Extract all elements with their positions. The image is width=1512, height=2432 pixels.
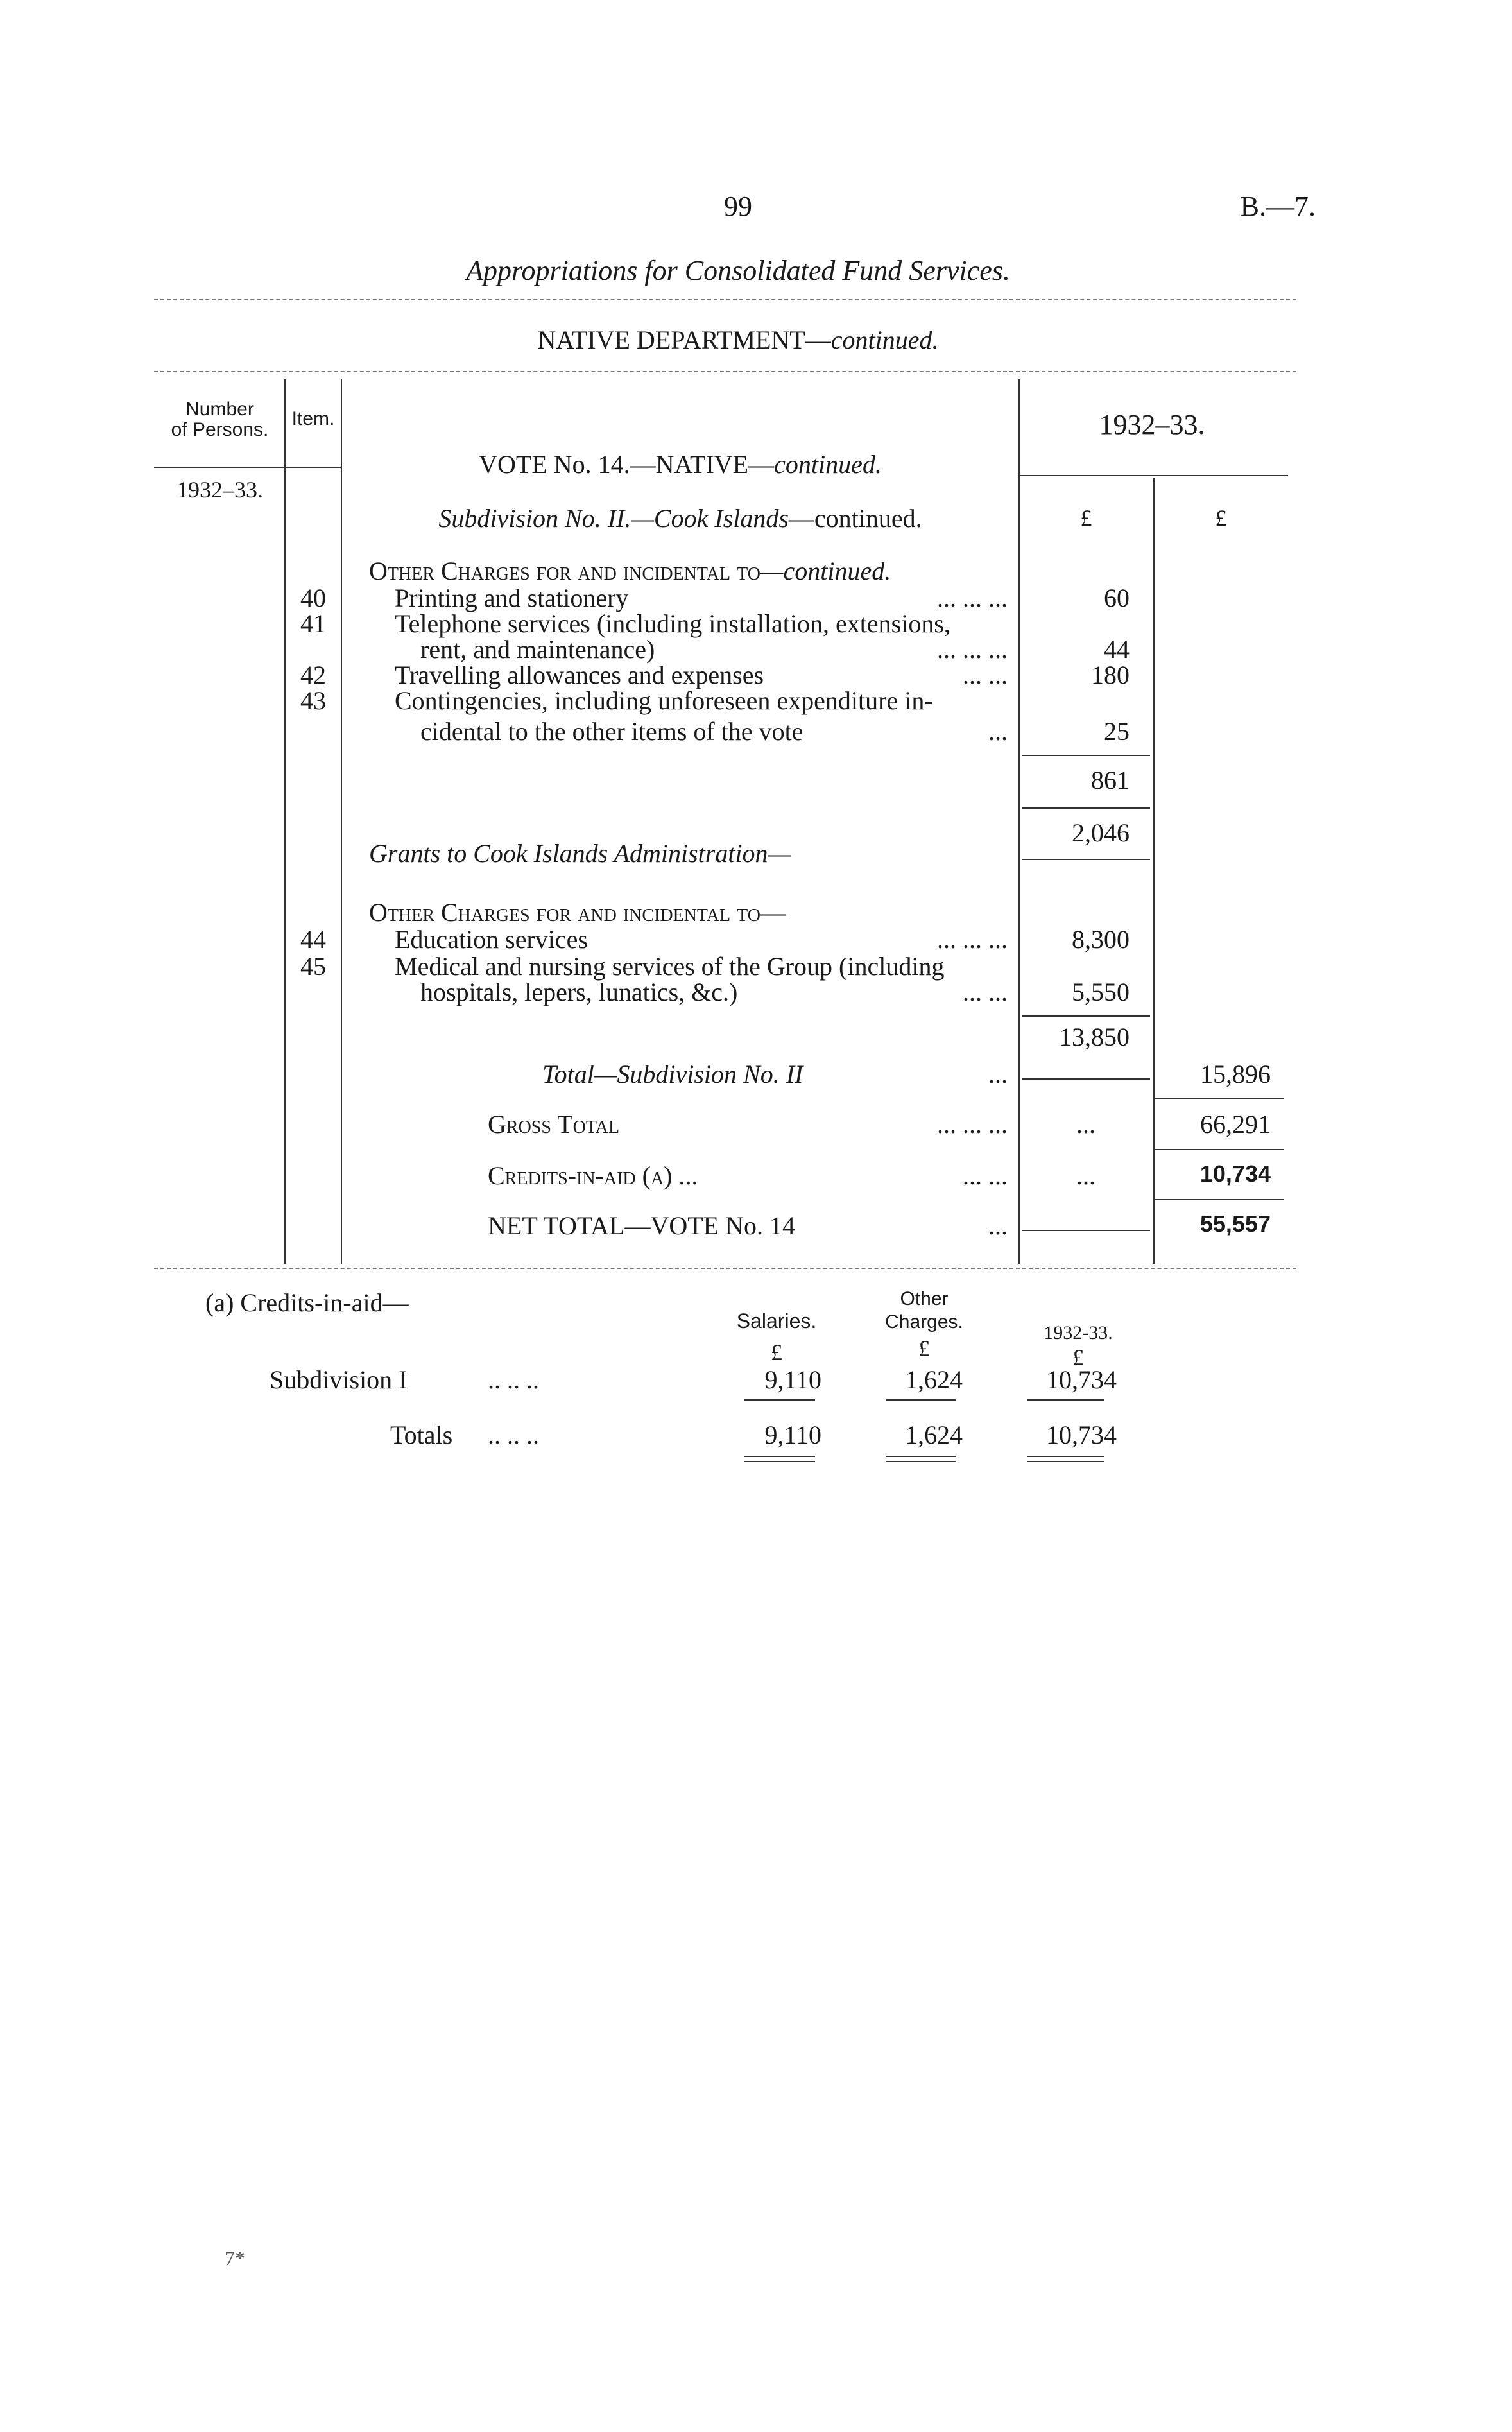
total-rule bbox=[1022, 1230, 1150, 1231]
section-subtotal: 861 bbox=[1091, 766, 1130, 795]
total-subdivision-value: 15,896 bbox=[1200, 1060, 1271, 1089]
year-header: 1932-33. bbox=[1044, 1322, 1113, 1343]
leader-dots: ... bbox=[1076, 1161, 1095, 1190]
total-subdivision-label: Total—Subdivision No. II bbox=[542, 1060, 803, 1089]
year-column-label: 1932–33. bbox=[176, 477, 263, 503]
subtotal-rule bbox=[1022, 1015, 1150, 1017]
item-amount: 60 bbox=[1104, 583, 1130, 612]
table-bottom-rule bbox=[154, 1268, 1296, 1269]
double-rule bbox=[1027, 1456, 1104, 1462]
footnote-row-label: Subdivision I bbox=[270, 1365, 408, 1394]
section-subtotal: 13,850 bbox=[1059, 1022, 1130, 1051]
subdivision-heading: Subdivision No. II.—Cook Islands—continued. bbox=[438, 504, 922, 533]
item-description-continued: rent, and maintenance) bbox=[420, 635, 655, 664]
item-description: Travelling allowances and expenses bbox=[395, 660, 764, 689]
double-rule bbox=[886, 1456, 956, 1462]
item-description: Telephone services (including installation, extensions, bbox=[395, 609, 950, 638]
total-rule bbox=[1155, 1199, 1284, 1200]
footnote-rule bbox=[744, 1399, 815, 1401]
item-description-continued: hospitals, lepers, lunatics, &c.) bbox=[420, 978, 738, 1006]
gross-total-value: 66,291 bbox=[1200, 1110, 1271, 1139]
department-heading: NATIVE DEPARTMENT—continued. bbox=[537, 325, 939, 354]
item-number: 44 bbox=[300, 925, 326, 954]
leader-dots: ... ... bbox=[963, 1161, 1008, 1190]
total-rule bbox=[1022, 1078, 1150, 1080]
net-total-value: 55,557 bbox=[1199, 1211, 1271, 1237]
salaries-total: 9,110 bbox=[764, 1420, 821, 1449]
leader-dots: ... ... ... bbox=[937, 635, 1008, 664]
description-amount-divider bbox=[1018, 379, 1020, 1264]
item-header: Item. bbox=[291, 408, 335, 429]
page-number: 99 bbox=[724, 191, 752, 222]
other-charges-total: 1,624 bbox=[905, 1420, 963, 1449]
pound-sign: £ bbox=[1072, 1345, 1084, 1370]
other-charges-header: Other Charges. bbox=[885, 1288, 963, 1332]
item-number: 45 bbox=[300, 952, 326, 981]
leader-dots: ... bbox=[988, 717, 1008, 746]
year-total-value: 10,734 bbox=[1046, 1365, 1117, 1394]
head-rule-left bbox=[154, 467, 341, 468]
year-heading: 1932–33. bbox=[1099, 409, 1205, 440]
total-rule bbox=[1155, 1149, 1284, 1150]
pound-sign-amount: £ bbox=[1080, 505, 1092, 531]
footnote-row-label: Totals bbox=[390, 1420, 453, 1449]
salaries-header: Salaries. bbox=[736, 1309, 817, 1332]
subtotal-rule bbox=[1022, 807, 1150, 809]
item-description-divider bbox=[341, 379, 342, 1264]
leader-dots: ... bbox=[1076, 1110, 1095, 1139]
page-title: Appropriations for Consolidated Fund Services. bbox=[466, 255, 1010, 286]
leader-dots: .. .. .. bbox=[488, 1420, 539, 1449]
item-amount: 180 bbox=[1091, 660, 1130, 689]
other-charges-heading: Other Charges for and incidental to—continued. bbox=[369, 556, 891, 585]
item-description-continued: cidental to the other items of the vote bbox=[420, 717, 803, 746]
leader-dots: ... ... ... bbox=[937, 925, 1008, 954]
printer-mark: 7* bbox=[225, 2247, 245, 2270]
year-grand-total: 10,734 bbox=[1046, 1420, 1117, 1449]
pound-sign: £ bbox=[771, 1340, 782, 1365]
gross-total-label: Gross Total bbox=[488, 1110, 620, 1139]
amount-total-divider bbox=[1153, 478, 1155, 1264]
item-description: Printing and stationery bbox=[395, 583, 629, 612]
footnote-label: (a) Credits-in-aid— bbox=[205, 1288, 409, 1317]
title-rule bbox=[154, 299, 1296, 300]
salaries-value: 9,110 bbox=[764, 1365, 821, 1394]
net-total-label: NET TOTAL—VOTE No. 14 bbox=[488, 1211, 795, 1240]
item-amount: 8,300 bbox=[1072, 925, 1130, 954]
item-amount: 44 bbox=[1104, 635, 1130, 664]
leader-dots: ... ... ... bbox=[937, 1110, 1008, 1139]
footnote-rule bbox=[1027, 1399, 1104, 1401]
vote-heading: VOTE No. 14.—NATIVE—continued. bbox=[479, 450, 882, 479]
leader-dots: ... ... ... bbox=[937, 583, 1008, 612]
item-number: 42 bbox=[300, 660, 326, 689]
department-rule bbox=[154, 371, 1296, 372]
subtotal-rule bbox=[1022, 755, 1150, 756]
head-rule-right bbox=[1018, 475, 1288, 476]
item-number: 43 bbox=[300, 686, 326, 715]
grants-heading: Grants to Cook Islands Administration— bbox=[369, 839, 791, 868]
item-number: 41 bbox=[300, 609, 326, 638]
subtotal-rule bbox=[1022, 859, 1150, 860]
item-amount: 25 bbox=[1104, 717, 1130, 746]
item-description: Medical and nursing services of the Group (including bbox=[395, 952, 945, 981]
number-item-divider bbox=[284, 379, 286, 1264]
credits-in-aid-label: Credits-in-aid (a) ... bbox=[488, 1161, 698, 1190]
item-description: Contingencies, including unforeseen expenditure in- bbox=[395, 686, 933, 715]
leader-dots: ... ... bbox=[963, 660, 1008, 689]
number-of-persons-header: Number of Persons. bbox=[171, 399, 269, 440]
document-reference: B.—7. bbox=[1240, 191, 1316, 222]
leader-dots: ... bbox=[988, 1211, 1008, 1240]
leader-dots: ... bbox=[988, 1060, 1008, 1089]
total-rule bbox=[1155, 1098, 1284, 1099]
section-subtotal: 2,046 bbox=[1072, 818, 1130, 847]
double-rule bbox=[744, 1456, 815, 1462]
leader-dots: .. .. .. bbox=[488, 1365, 539, 1394]
item-amount: 5,550 bbox=[1072, 978, 1130, 1006]
pound-sign: £ bbox=[918, 1336, 930, 1361]
leader-dots: ... ... bbox=[963, 978, 1008, 1006]
item-number: 40 bbox=[300, 583, 326, 612]
other-charges-heading: Other Charges for and incidental to— bbox=[369, 898, 786, 927]
pound-sign-total: £ bbox=[1215, 505, 1227, 531]
footnote-rule bbox=[886, 1399, 956, 1401]
other-charges-value: 1,624 bbox=[905, 1365, 963, 1394]
credits-in-aid-value: 10,734 bbox=[1199, 1160, 1271, 1187]
item-description: Education services bbox=[395, 925, 588, 954]
